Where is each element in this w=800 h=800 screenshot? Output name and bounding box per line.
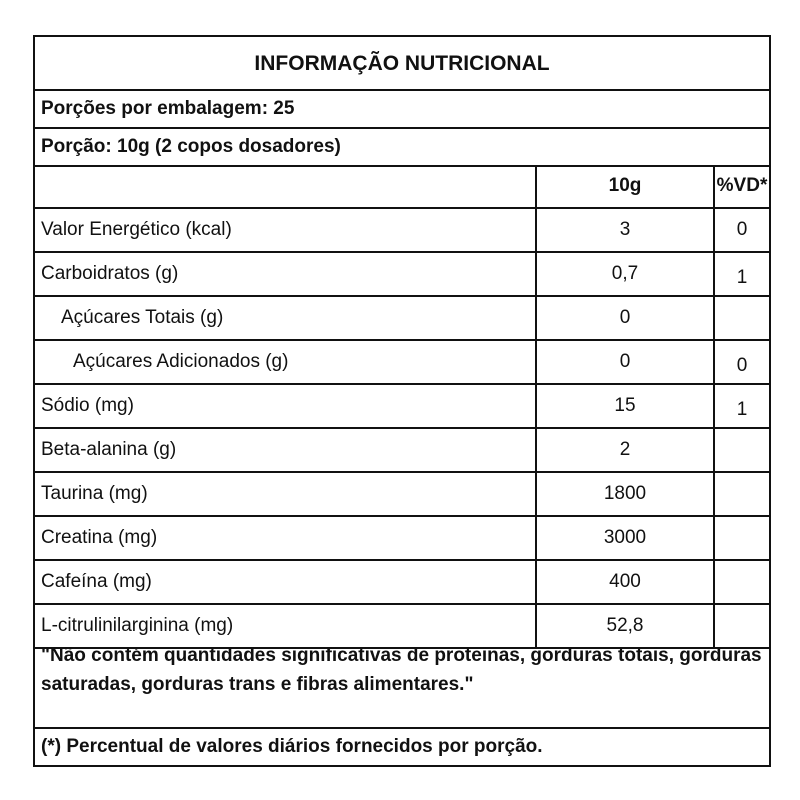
serving-size: Porção: 10g (2 copos dosadores) [35,129,769,167]
table-row [35,253,769,297]
table-row [35,341,769,385]
nutrient-name: Valor Energético (kcal) [35,209,537,251]
nutrient-amount: 15 [537,385,715,427]
nutrient-amount: 0 [537,297,715,339]
nutrient-amount: 0 [537,341,715,383]
table-row [35,561,769,605]
nutrient-amount: 400 [537,561,715,603]
nutrient-name: L-citrulinilarginina (mg) [35,605,537,647]
table-row [35,209,769,253]
table-row [35,297,769,341]
nutrient-name: Taurina (mg) [35,473,537,515]
nutrient-amount: 2 [537,429,715,471]
nutrient-dv: 1 [736,399,748,420]
disclaimer-note: "Não contém quantidades significativas de proteinas, gorduras totais, gorduras saturadas, gorduras trans e fibras alimentares." [35,637,769,729]
nutrient-dv [715,517,769,559]
nutrition-facts-table [33,35,771,767]
header-row [35,165,769,209]
table-title: INFORMAÇÃO NUTRICIONAL [35,37,769,91]
table-row [35,429,769,473]
table-row [35,473,769,517]
table-row [35,517,769,561]
nutrient-name: Beta-alanina (g) [35,429,537,471]
nutrient-dv [715,297,769,339]
nutrient-name: Açúcares Totais (g) [35,297,537,339]
nutrient-amount: 3000 [537,517,715,559]
nutrient-name: Carboidratos (g) [35,253,537,295]
nutrient-dv: 0 [736,355,748,376]
nutrient-dv: 0 [736,219,748,240]
servings-per-package: Porções por embalagem: 25 [35,91,769,129]
nutrient-name: Sódio (mg) [35,385,537,427]
nutrient-dv [715,561,769,603]
nutrient-amount: 3 [537,209,715,251]
nutrient-dv: 1 [736,267,748,288]
nutrient-amount: 1800 [537,473,715,515]
nutrient-amount: 52,8 [537,605,715,647]
header-name [35,165,537,207]
nutrient-name: Creatina (mg) [35,517,537,559]
dv-footnote: (*) Percentual de valores diários fornecidos por porção. [41,736,543,757]
nutrient-dv [715,429,769,471]
table-row [35,385,769,429]
nutrient-dv [715,473,769,515]
nutrient-name: Cafeína (mg) [35,561,537,603]
nutrient-name: Açúcares Adicionados (g) [35,341,537,383]
nutrient-amount: 0,7 [537,253,715,295]
header-dv: %VD* [716,175,768,196]
header-amount: 10g [537,165,715,207]
